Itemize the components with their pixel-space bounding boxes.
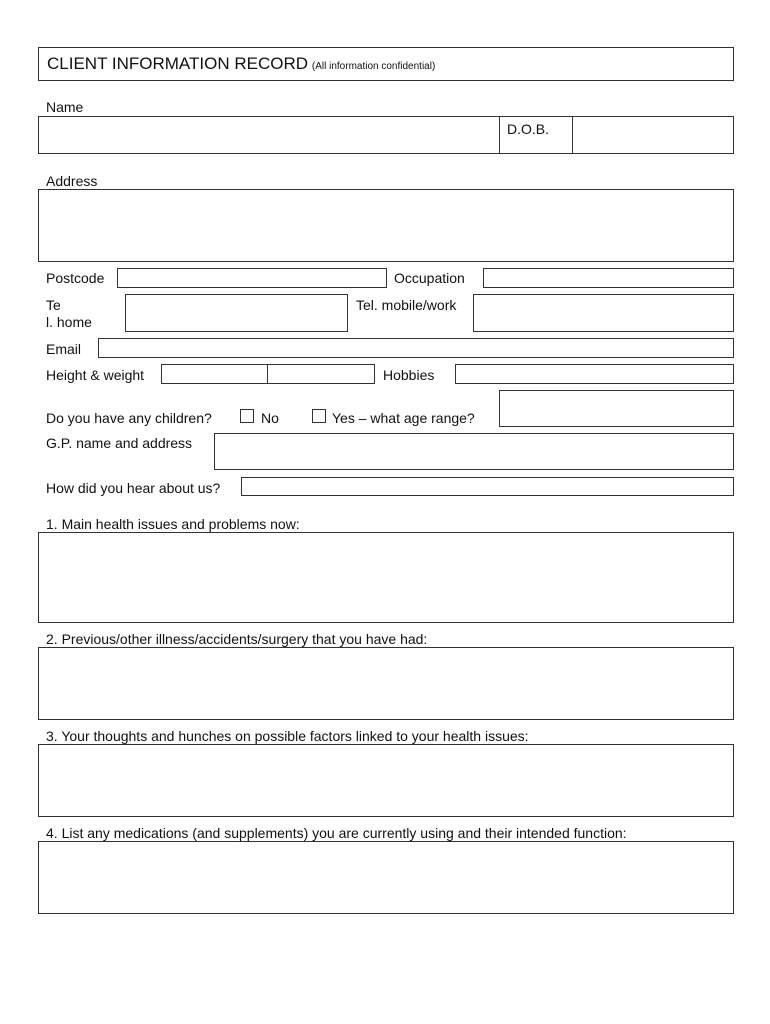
weight-field[interactable] [267,364,375,384]
form-header [38,47,734,81]
section-1-label: 1. Main health issues and problems now: [46,516,300,532]
dob-field[interactable] [573,117,733,153]
children-no-checkbox[interactable] [240,409,254,423]
gp-field[interactable] [214,433,734,470]
tel-mobile-field[interactable] [473,294,734,332]
occupation-label: Occupation [394,270,465,286]
children-age-range-field[interactable] [499,390,734,427]
gp-label: G.P. name and address [46,435,193,451]
section-3-label: 3. Your thoughts and hunches on possible factors linked to your health issues: [46,728,529,744]
hear-label: How did you hear about us? [46,480,221,496]
email-label: Email [46,341,82,357]
children-question: Do you have any children? [46,410,212,426]
occupation-field[interactable] [483,268,734,288]
postcode-field[interactable] [117,268,387,288]
tel-home-label-line2: l. home [46,314,92,330]
section-4-label: 4. List any medications (and supplements) you are currently using and their intended function: [46,825,627,841]
dob-label: D.O.B. [507,121,550,137]
children-no-label: No [261,410,279,426]
children-yes-checkbox[interactable] [312,409,326,423]
tel-home-field[interactable] [125,294,348,332]
tel-mobile-label: Tel. mobile/work [356,297,457,313]
postcode-label: Postcode [46,270,105,286]
section-2-field[interactable] [38,647,734,720]
tel-home-label-line1: Te [46,297,61,313]
form-subtitle: (All information confidential) [311,61,436,72]
form-title: CLIENT INFORMATION RECORD [47,54,308,73]
hobbies-label: Hobbies [383,367,435,383]
section-2-label: 2. Previous/other illness/accidents/surgery that you have had: [46,631,428,647]
height-field[interactable] [161,364,268,384]
address-label: Address [46,173,98,189]
section-4-field[interactable] [38,841,734,914]
dob-divider [499,116,500,154]
children-yes-label: Yes – what age range? [332,410,475,426]
section-1-field[interactable] [38,532,734,623]
hear-field[interactable] [241,477,734,496]
email-field[interactable] [98,338,734,358]
section-3-field[interactable] [38,744,734,817]
hobbies-field[interactable] [455,364,734,384]
address-field[interactable] [38,189,734,262]
height-weight-label: Height & weight [46,367,145,383]
name-label: Name [46,99,84,115]
